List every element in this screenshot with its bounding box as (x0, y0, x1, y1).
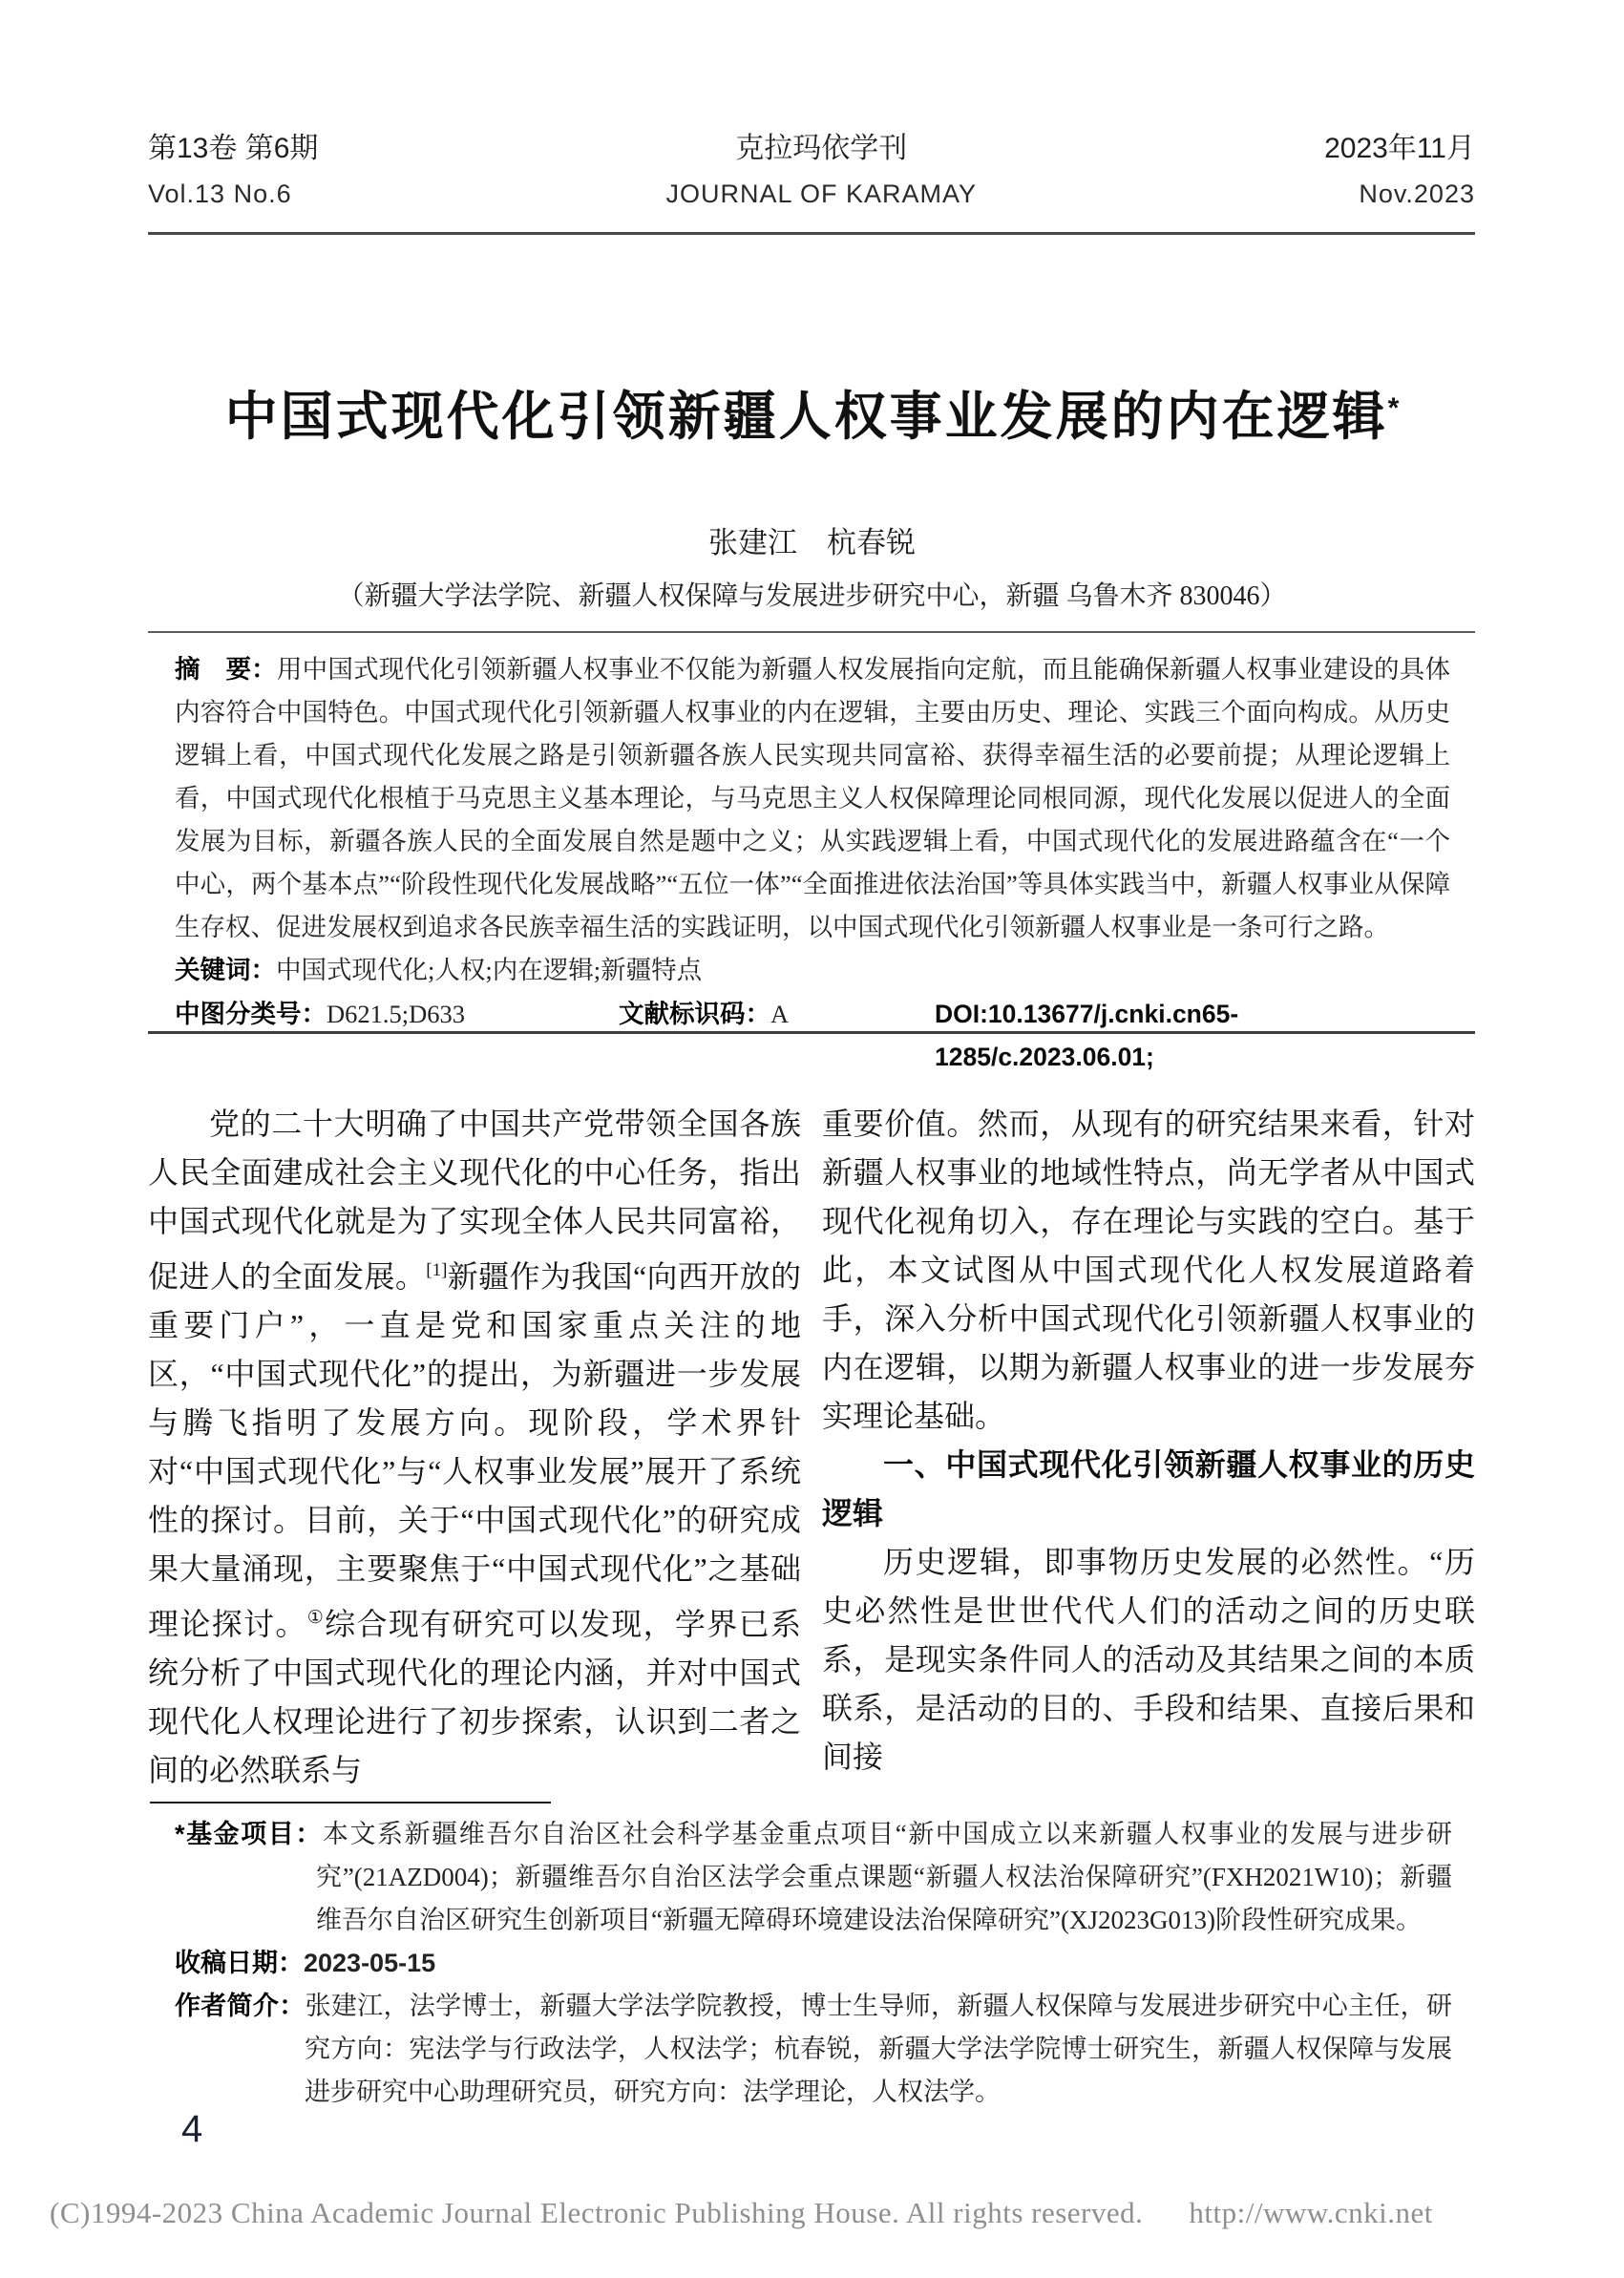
footnote-marker-1: ① (306, 1608, 326, 1628)
footnote-block (175, 1813, 1452, 2114)
author-bio-label: 作者简介： (175, 1992, 306, 2020)
clc-value: D621.5;D633 (327, 1000, 466, 1028)
received-date-line (175, 1942, 1452, 1985)
body-paragraph-2: 历史逻辑，即事物历史发展的必然性。“历史必然性是世世代代人们的活动之间的历史联系，是现实条件同人的活动及其结果之间的本质联系，是活动的目的、手段和结果、直接后果和间接 (822, 1545, 1475, 1774)
title-footnote-marker: * (1387, 392, 1400, 424)
classification-row (175, 993, 1450, 1071)
doc-code-value: A (770, 1000, 790, 1028)
journal-name-en: JOURNAL OF KARAMAY (665, 179, 978, 208)
body-columns (148, 1100, 1475, 1795)
doc-code-item (619, 993, 789, 1036)
right-column (822, 1100, 1475, 1795)
clc-label: 中图分类号： (175, 1000, 327, 1028)
article-title (0, 374, 1624, 450)
header-volume-block (148, 124, 318, 209)
author-bio-text: 张建江，法学博士，新疆大学法学院教授，博士生导师，新疆人权保障与发展进步研究中心主任，研究方向：宪法学与行政法学，人权法学；杭春锐，新疆大学法学院博士研究生，新疆人权保障与发展进步研究中心助理研究员，研究方向：法学理论，人权法学。 (305, 1992, 1452, 2106)
header-journal-block (665, 124, 977, 209)
abstract-label: 摘 要： (175, 655, 277, 684)
body-paragraph-1-continued: 重要价值。然而，从现有的研究结果来看，针对新疆人权事业的地域性特点，尚无学者从中国式现代化视角切入，存在理论与实践的空白。基于此，本文试图从中国式现代化人权发展道路着手，深入分析中国式现代化引领新疆人权事业的内在逻辑，以期为新疆人权事业的进一步发展夯实理论基础。 (822, 1107, 1475, 1433)
abstract-bottom-divider (148, 1031, 1475, 1034)
author-bio-note (175, 1985, 1452, 2114)
header-date-cn: 2023年11月 (1324, 133, 1475, 164)
keywords-label: 关键词： (175, 956, 276, 984)
journal-header (148, 124, 1475, 209)
abstract-block (175, 648, 1451, 1071)
journal-name-cn: 克拉玛依学刊 (735, 133, 908, 164)
received-date-value: 2023-05-15 (304, 1949, 436, 1977)
header-date-en: Nov.2023 (1359, 179, 1475, 208)
article-title-text: 中国式现代化引领新疆人权事业发展的内在逻辑 (224, 387, 1388, 446)
authors-line: 张建江 杭春锐 (708, 526, 916, 559)
body-p1-text-b: 新疆作为我国“向西开放的重要门户”，一直是党和国家重点关注的地区，“中国式现代化”的提出，为新疆进一步发展与腾飞指明了发展方向。现阶段，学术界针对“中国式现代化”与“人权事业发展”展开了系统性的探讨。目前，关于“中国式现代化”的研究成果大量涌现，主要聚焦于“中国式现代化”之基础理论探讨。 (148, 1259, 801, 1641)
doc-code-label: 文献标识码： (619, 1000, 770, 1028)
page-number: 4 (181, 2108, 203, 2150)
body-p1-text-a: 党的二十大明确了中国共产党带领全国各族人民全面建成社会主义现代化的中心任务，指出中国式现代化就是为了实现全体人民共同富裕，促进人的全面发展。 (148, 1107, 801, 1294)
fund-project-text: 本文系新疆维吾尔自治区社会科学基金重点项目“新中国成立以来新疆人权事业的发展与进步研究”(21AZD004)；新疆维吾尔自治区法学会重点课题“新疆人权法治保障研究”(FXH2021W10)；新疆维吾尔自治区研究生创新项目“新疆无障碍环境建设法治保障研究”(XJ2023G013)阶段性研究成果。 (316, 1820, 1452, 1934)
abstract-top-divider (148, 631, 1475, 633)
abstract-text: 用中国式现代化引领新疆人权事业不仅能为新疆人权发展指向定航，而且能确保新疆人权事业建设的具体内容符合中国特色。中国式现代化引领新疆人权事业的内在逻辑，主要由历史、理论、实践三个面向构成。从历史逻辑上看，中国式现代化发展之路是引领新疆各族人民实现共同富裕、获得幸福生活的必要前提；从理论逻辑上看，中国式现代化根植于马克思主义基本理论，与马克思主义人权保障理论同根同源，现代化发展以促进人的全面发展为目标，新疆各族人民的全面发展自然是题中之义；从实践逻辑上看，中国式现代化的发展进路蕴含在“一个中心，两个基本点”“阶段性现代化发展战略”“五位一体”“全面推进依法治国”等具体实践当中，新疆人权事业从保障生存权、促进发展权到追求各民族幸福生活的实践证明，以中国式现代化引领新疆人权事业是一条可行之路。 (175, 655, 1451, 941)
section-1-heading: 一、中国式现代化引领新疆人权事业的历史逻辑 (822, 1447, 1475, 1530)
header-volume-cn: 第13卷 第6期 (148, 133, 319, 164)
abstract-paragraph (175, 648, 1450, 949)
body-paragraph-1 (148, 1100, 801, 1795)
copyright-text: (C)1994-2023 China Academic Journal Electronic Publishing House. All rights reserved. (50, 2196, 1144, 2229)
header-divider (148, 232, 1475, 235)
keywords-text: 中国式现代化;人权;内在逻辑;新疆特点 (276, 956, 703, 984)
footnote-divider (150, 1802, 551, 1803)
citation-marker-1: [1] (426, 1260, 448, 1280)
header-date-block (1324, 124, 1475, 209)
clc-item (175, 993, 465, 1036)
affiliation-line: （新疆大学法学院、新疆人权保障与发展进步研究中心，新疆 乌鲁木齐 830046） (337, 581, 1287, 611)
cnki-url-link[interactable]: http://www.cnki.net (1189, 2196, 1433, 2229)
received-date-label: 收稿日期： (175, 1949, 304, 1977)
doi-value: DOI:10.13677/j.cnki.cn65-1285/c.2023.06.01; (935, 1000, 1239, 1071)
copyright-footer (50, 2196, 1577, 2230)
left-column (148, 1100, 801, 1795)
keywords-line (175, 949, 1450, 992)
fund-project-note (175, 1813, 1452, 1942)
body-p1-text-c: 综合现有研究可以发现，学界已系统分析了中国式现代化的理论内涵，并对中国式现代化人权理论进行了初步探索，认识到二者之间的必然联系与 (148, 1607, 801, 1787)
header-volume-en: Vol.13 No.6 (148, 179, 292, 208)
fund-project-label: *基金项目： (175, 1820, 323, 1848)
